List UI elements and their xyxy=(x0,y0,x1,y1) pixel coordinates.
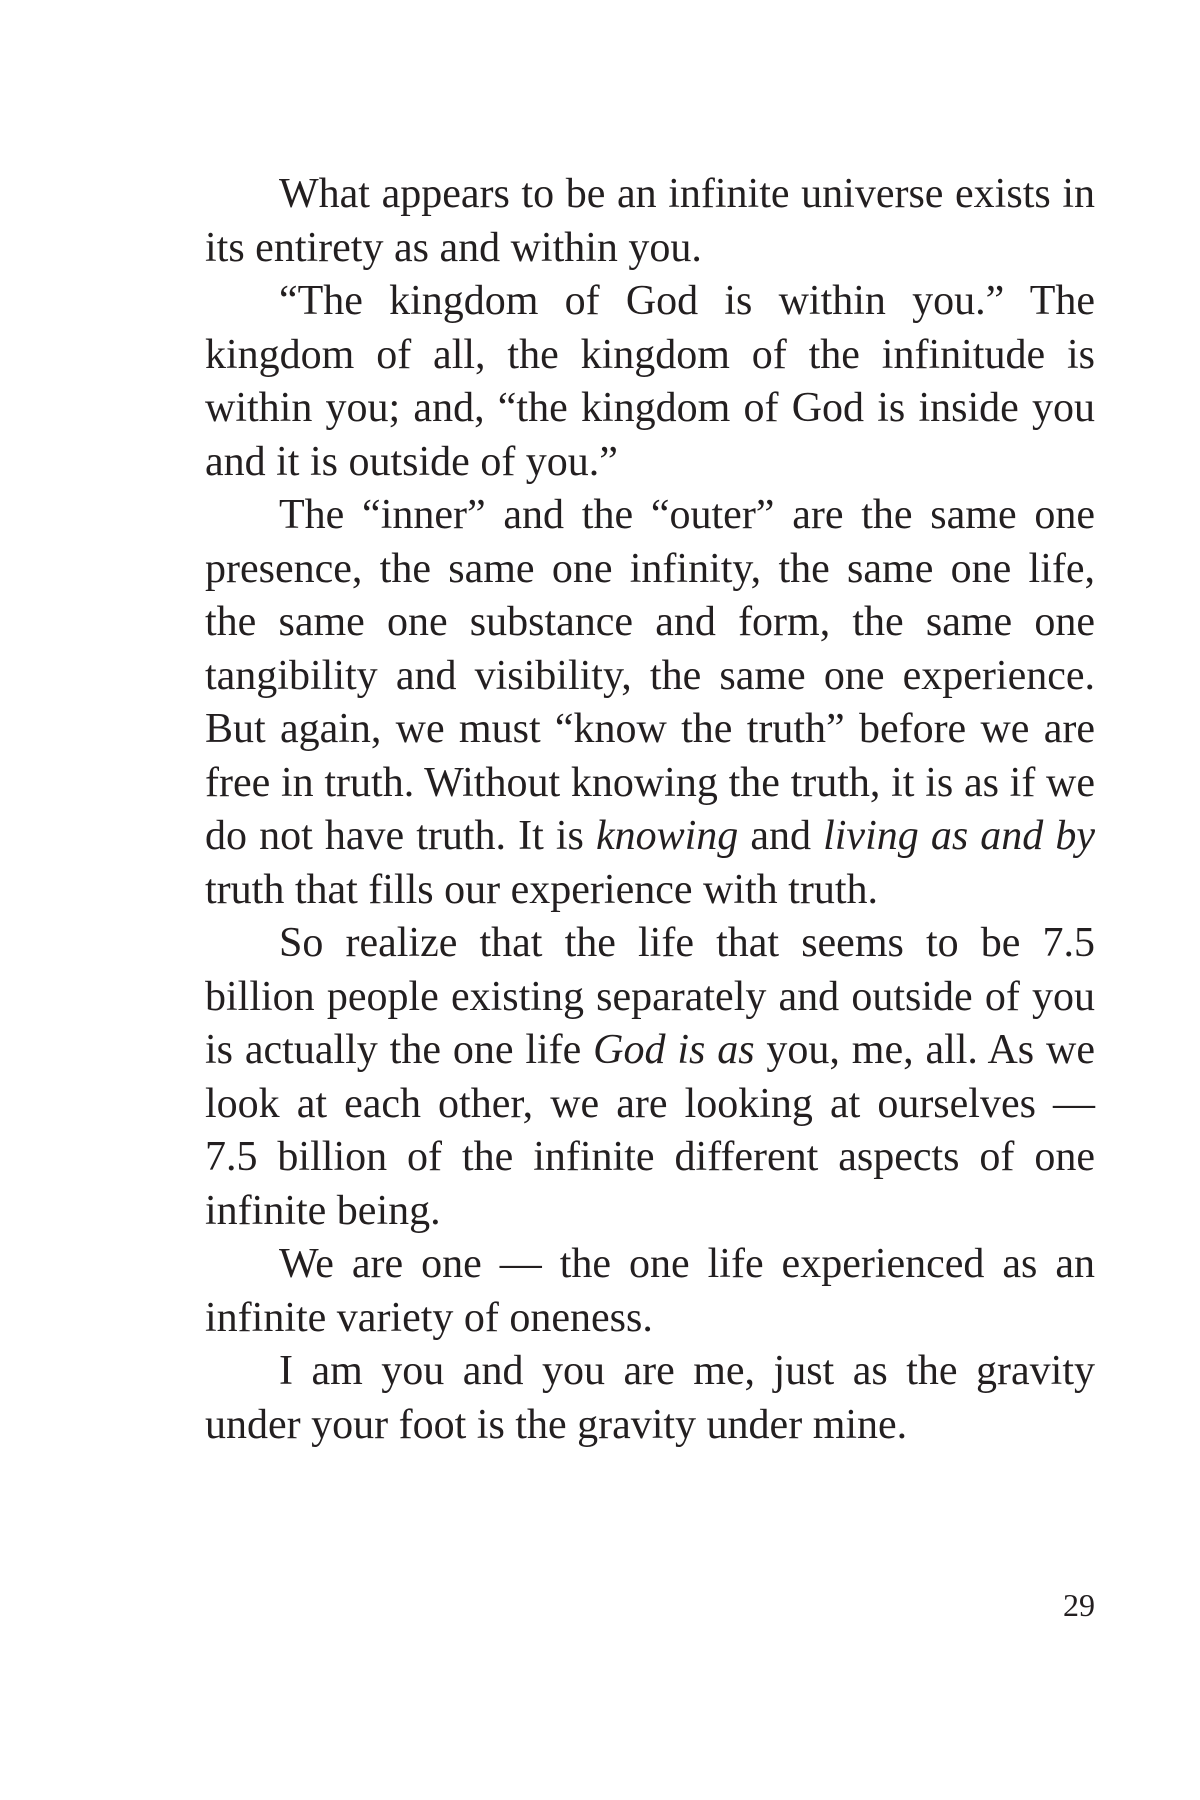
paragraph-3-text-c: truth that fills our experience with truth. xyxy=(205,866,878,913)
paragraph-3-emphasis-knowing: knowing xyxy=(595,813,739,859)
paragraph-1: What appears to be an infinite universe exists in its entirety as and within you. xyxy=(205,171,1095,271)
body-text xyxy=(205,168,1095,1452)
paragraph-4-text-b: you, me, all. As we look at each other, we are looking at ourselves — 7.5 billion of the infinite different aspects of one infinite being. xyxy=(205,1027,1095,1234)
paragraph-4-emphasis-god: God is as xyxy=(593,1027,755,1073)
paragraph-6: I am you and you are me, just as the gravity under your foot is the gravity under mine. xyxy=(205,1348,1095,1448)
paragraph-4 xyxy=(205,917,1095,1238)
paragraph-3-text-a: The “inner” and the “outer” are the same one presence, the same one infinity, the same one life, the same one substance and form, the same one tangibility and visibility, the same one experience. But again, we must “know the truth” before we are free in truth. Without knowing the truth, it is as if we do not have truth. It is xyxy=(205,492,1095,859)
page-number: 29 xyxy=(1063,1587,1095,1623)
paragraph-2: “The kingdom of God is within you.” The kingdom of all, the kingdom of the infinitude is within you; and, “the kingdom of God is inside you and it is outside of you.” xyxy=(205,278,1095,485)
paragraph-5: We are one — the one life experienced as an infinite variety of oneness. xyxy=(205,1241,1095,1341)
paragraph-3 xyxy=(205,489,1095,917)
paragraph-3-emphasis-living: living as and by xyxy=(823,813,1095,859)
paragraph-4-text-a: So realize that the life that seems to be 7.5 billion people existing separately and outside of you is actually the one life xyxy=(205,920,1095,1073)
paragraph-3-text-b: and xyxy=(738,813,824,859)
